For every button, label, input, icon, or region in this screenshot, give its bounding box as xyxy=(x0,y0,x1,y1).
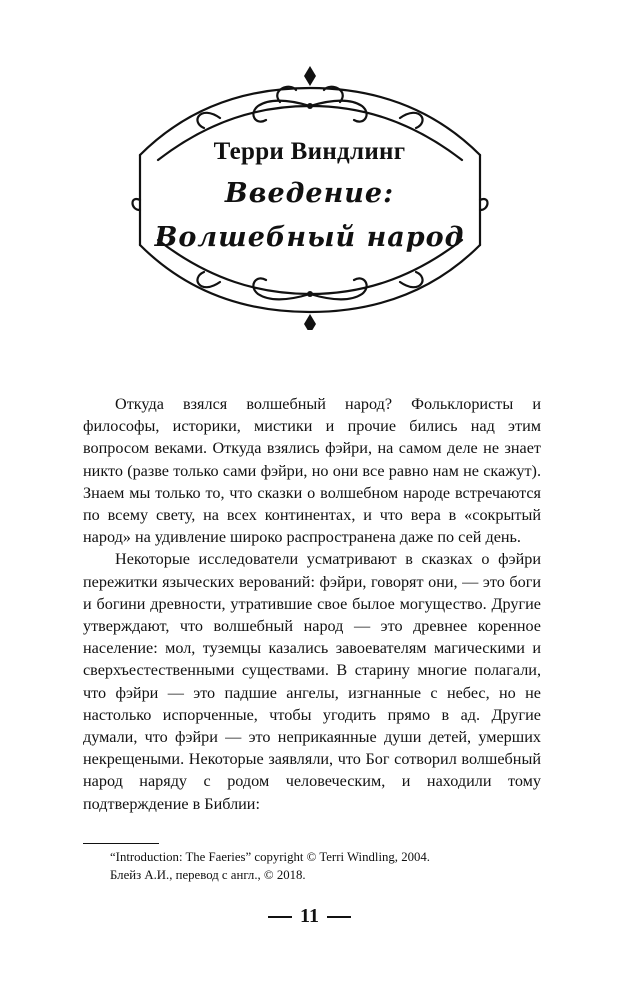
page-number: 11 xyxy=(300,905,319,927)
author-name: Терри Виндлинг xyxy=(213,138,406,165)
page-number-block xyxy=(0,905,619,928)
dash-left xyxy=(268,916,292,918)
body-text xyxy=(83,393,541,815)
footnote-rule xyxy=(83,843,159,844)
chapter-title-line2: Волшебный народ xyxy=(154,222,465,253)
paragraph: Откуда взялся волшебный народ? Фольклористы и философы, историки, мистики и прочие бились над этим вопросом веками. Откуда взялись фэйри, на самом деле не знает никто (разве только сами фэйри, но они все равно нам не скажут). Знаем мы только то, что сказки о волшебном народе встречаются по всему свету, на всех континентах, и что вера в «сокрытый народ» на удивление широко распространена даже по сей день. xyxy=(83,395,541,547)
footnote-translation: Блейз А.И., перевод с англ., © 2018. xyxy=(110,868,306,882)
footnote-copyright: “Introduction: The Faeries” copyright © Terri Windling, 2004. xyxy=(110,850,430,864)
dash-right xyxy=(327,916,351,918)
paragraph: Некоторые исследователи усматривают в сказках о фэйри пережитки языческих верований: фэйри, говорят они, — это боги и богини древности, утратившие свое былое могущество. Другие утверждают, что волшебный народ — это древнее коренное население: мол, туземцы казались завоевателям магическими и сверхъестественными существами. В старину многие полагали, что фэйри — это падшие ангелы, изгнанные с небес, но не настолько испорченные, чтобы угодить прямо в ад. Другие думали, что фэйри — это неприкаянные души детей, умерших некрещеными. Некоторые заявляли, что Бог сотворил волшебный народ наряду с родом человеческим, и находили тому подтверждение в Библии: xyxy=(83,550,541,813)
footnote xyxy=(110,848,550,884)
chapter-title-line1: Введение: xyxy=(224,178,395,209)
